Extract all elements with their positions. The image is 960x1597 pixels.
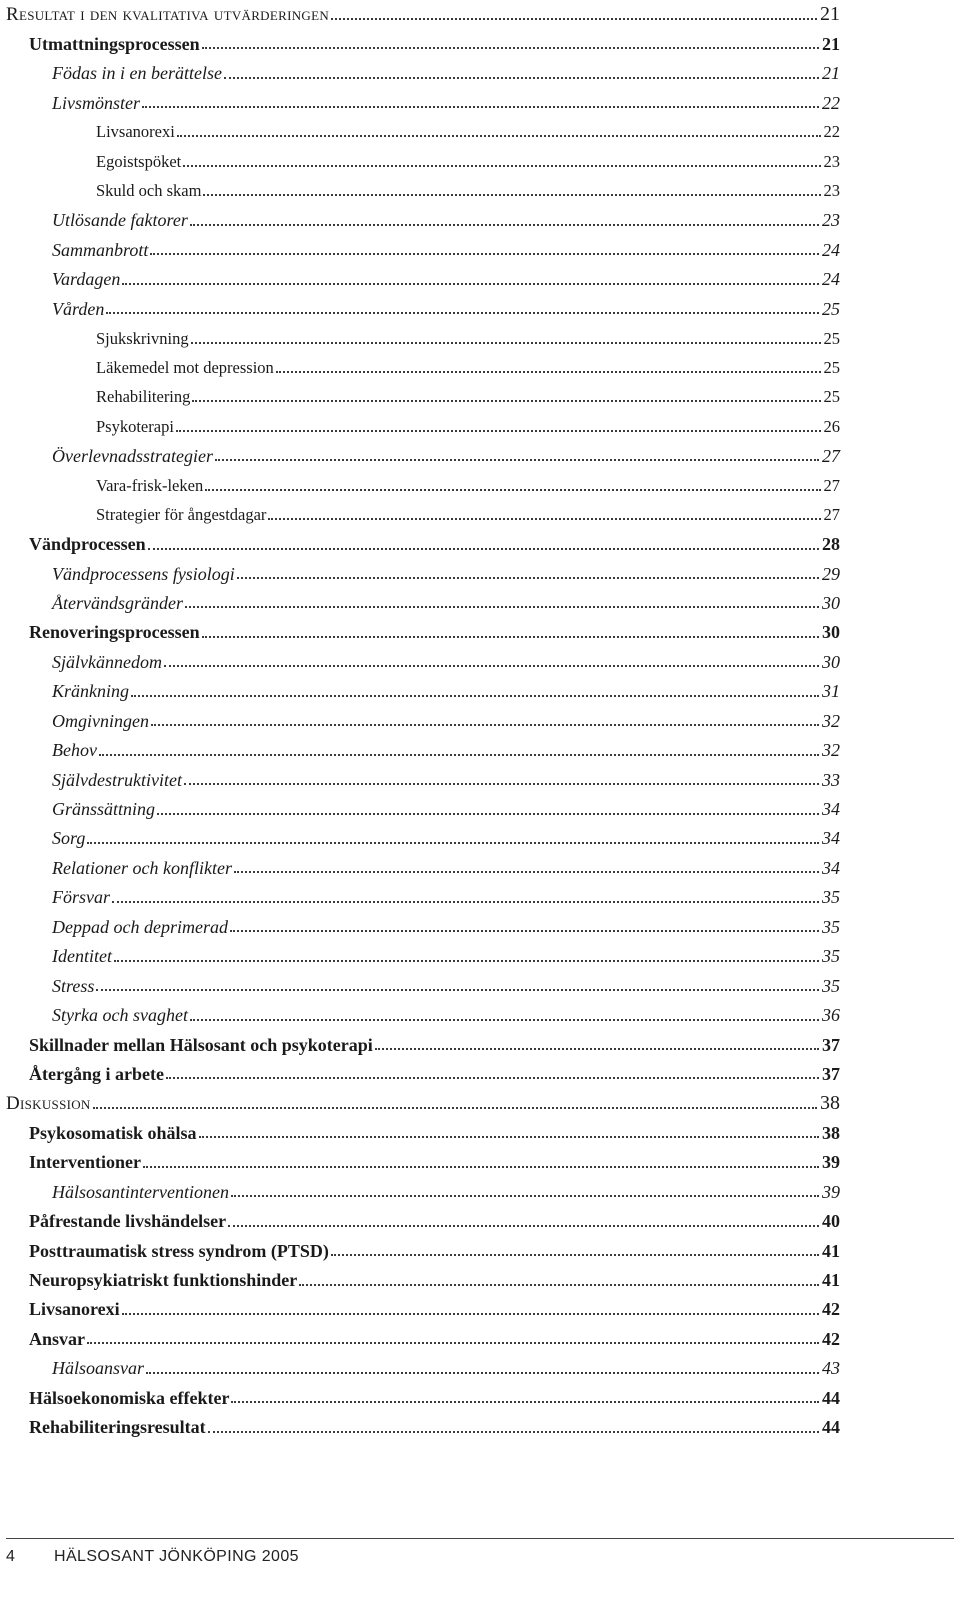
toc-dot-leader: [205, 489, 820, 491]
toc-dot-leader: [166, 1077, 819, 1079]
toc-dot-leader: [190, 224, 819, 226]
toc-entry[interactable]: [6, 1325, 840, 1354]
toc-dot-leader: [183, 165, 820, 167]
page-footer: [6, 1548, 299, 1566]
toc-entry-title: Gränssättning: [52, 799, 156, 820]
toc-dot-leader: [176, 430, 821, 432]
toc-dot-leader: [177, 135, 821, 137]
toc-entry-title: Rehabilitering: [96, 387, 191, 407]
toc-entry-title: Neuropsykiatriskt funktionshinder: [29, 1270, 298, 1291]
toc-entry-title: Styrka och svaghet: [52, 1005, 188, 1026]
toc-entry-page: 26: [823, 416, 840, 436]
toc-entry-page: 41: [822, 1240, 840, 1261]
toc-dot-leader: [192, 400, 820, 402]
toc-entry-title: Hälsoansvar: [52, 1358, 145, 1379]
toc-dot-leader: [112, 901, 819, 903]
toc-entry-title: Strategier för ångestdagar: [96, 505, 267, 525]
toc-dot-leader: [191, 342, 821, 344]
toc-entry[interactable]: [6, 824, 840, 853]
toc-dot-leader: [96, 989, 819, 991]
toc-entry-title: Behov: [52, 740, 97, 761]
toc-dot-leader: [215, 459, 819, 461]
toc-entry[interactable]: [6, 265, 840, 294]
toc-entry-page: 38: [822, 1122, 840, 1143]
toc-entry[interactable]: [6, 736, 840, 765]
toc-entry-page: 31: [822, 681, 840, 702]
toc-dot-leader: [114, 960, 819, 962]
toc-entry-page: 34: [822, 828, 840, 849]
toc-entry[interactable]: [6, 913, 840, 942]
toc-entry[interactable]: [6, 677, 840, 706]
footer-divider: [6, 1538, 954, 1539]
toc-entry[interactable]: [6, 1178, 840, 1207]
toc-entry-page: 42: [822, 1328, 840, 1349]
toc-entry-title: Skillnader mellan Hälsosant och psykoterapi: [29, 1034, 373, 1055]
toc-dot-leader: [143, 1166, 819, 1168]
toc-dot-leader: [142, 106, 819, 108]
toc-dot-leader: [331, 1254, 819, 1256]
toc-entry-page: 34: [822, 799, 840, 820]
toc-entry-page: 30: [822, 651, 840, 672]
toc-entry-page: 24: [822, 239, 840, 260]
toc-entry-title: Kränkning: [52, 681, 130, 702]
toc-dot-leader: [228, 1225, 819, 1227]
toc-entry-page: 25: [822, 298, 840, 319]
toc-entry-title: Återvändsgränder: [52, 592, 183, 613]
toc-dot-leader: [203, 194, 820, 196]
toc-entry-page: 39: [822, 1181, 840, 1202]
toc-entry[interactable]: [6, 530, 840, 559]
toc-dot-leader: [122, 283, 819, 285]
toc-dot-leader: [208, 1431, 819, 1433]
toc-entry-title: Återgång i arbete: [29, 1063, 164, 1084]
toc-dot-leader: [202, 636, 819, 638]
toc-entry-title: Livsanorexi: [96, 122, 175, 142]
toc-dot-leader: [87, 842, 819, 844]
toc-entry-page: 35: [822, 887, 840, 908]
toc-entry-page: 27: [823, 475, 840, 495]
toc-dot-leader: [224, 77, 819, 79]
toc-entry[interactable]: [6, 1354, 840, 1383]
toc-dot-leader: [122, 1313, 819, 1315]
toc-entry[interactable]: [6, 1295, 840, 1324]
toc-entry-page: 35: [822, 975, 840, 996]
toc-entry-title: Rehabiliteringsresultat: [29, 1417, 206, 1438]
toc-entry[interactable]: [6, 1060, 840, 1089]
toc-entry[interactable]: [6, 1001, 840, 1030]
toc-entry-page: 25: [823, 387, 840, 407]
toc-dot-leader: [106, 312, 819, 314]
toc-entry[interactable]: [6, 1119, 840, 1148]
toc-entry[interactable]: [6, 59, 840, 88]
toc-entry[interactable]: [6, 324, 840, 353]
toc-dot-leader: [231, 1401, 819, 1403]
toc-dot-leader: [151, 724, 819, 726]
toc-entry-page: 43: [822, 1358, 840, 1379]
toc-entry-title: Stress: [52, 975, 95, 996]
toc-entry[interactable]: [6, 971, 840, 1000]
toc-entry-page: 35: [822, 916, 840, 937]
toc-entry-title: Vården: [52, 298, 105, 319]
toc-entry[interactable]: [6, 500, 840, 529]
toc-entry-title: Omgivningen: [52, 710, 149, 731]
toc-entry[interactable]: [6, 0, 840, 29]
toc-entry-page: 38: [820, 1092, 840, 1115]
toc-entry[interactable]: [6, 707, 840, 736]
toc-entry-title: Sorg: [52, 828, 86, 849]
toc-entry-title: Renoveringsprocessen: [29, 622, 200, 643]
toc-entry-title: Sammanbrott: [52, 239, 149, 260]
toc-entry-page: 21: [822, 33, 840, 54]
toc-entry-page: 27: [823, 505, 840, 525]
toc-dot-leader: [150, 253, 819, 255]
toc-entry-page: 32: [822, 740, 840, 761]
toc-entry[interactable]: [6, 177, 840, 206]
toc-entry-page: 21: [820, 3, 840, 26]
toc-dot-leader: [299, 1284, 819, 1286]
toc-entry-title: Diskussion: [6, 1092, 91, 1114]
toc-dot-leader: [190, 1019, 819, 1021]
toc-entry-title: Vardagen: [52, 269, 121, 290]
toc-entry[interactable]: [6, 118, 840, 147]
toc-entry-title: Livsanorexi: [29, 1299, 120, 1320]
footer-publication-title: HÄLSOSANT JÖNKÖPING 2005: [54, 1548, 299, 1565]
footer-page-number: 4: [6, 1548, 16, 1565]
toc-entry-page: 37: [822, 1034, 840, 1055]
toc-entry-page: 44: [822, 1417, 840, 1438]
toc-entry-page: 36: [822, 1005, 840, 1026]
toc-entry-page: 25: [823, 357, 840, 377]
toc-entry-title: Påfrestande livshändelser: [29, 1211, 227, 1232]
toc-entry-title: Egoistspöket: [96, 151, 182, 171]
toc-entry[interactable]: [6, 589, 840, 618]
toc-dot-leader: [375, 1048, 819, 1050]
toc-entry[interactable]: [6, 883, 840, 912]
toc-entry[interactable]: [6, 1384, 840, 1413]
toc-entry[interactable]: [6, 353, 840, 382]
toc-entry-title: Livsmönster: [52, 92, 141, 113]
toc-dot-leader: [131, 695, 819, 697]
toc-entry-title: Vändprocessens fysiologi: [52, 563, 235, 584]
toc-entry-title: Identitet: [52, 946, 112, 967]
toc-entry-page: 32: [822, 710, 840, 731]
toc-entry-page: 42: [822, 1299, 840, 1320]
toc-entry-page: 34: [822, 857, 840, 878]
toc-dot-leader: [276, 371, 821, 373]
toc-entry[interactable]: [6, 383, 840, 412]
toc-entry-page: 28: [822, 534, 840, 555]
toc-dot-leader: [146, 1372, 819, 1374]
toc-entry[interactable]: [6, 559, 840, 588]
toc-entry[interactable]: [6, 854, 840, 883]
toc-entry-title: Psykoterapi: [96, 416, 174, 436]
toc-entry-page: 29: [822, 563, 840, 584]
toc-entry-page: 23: [823, 151, 840, 171]
toc-entry[interactable]: [6, 765, 840, 794]
toc-entry-page: 21: [822, 63, 840, 84]
table-of-contents: [6, 0, 840, 1442]
toc-dot-leader: [237, 577, 819, 579]
toc-entry-title: Sjukskrivning: [96, 328, 189, 348]
toc-entry[interactable]: [6, 471, 840, 500]
toc-entry-title: Hälsosantinterventionen: [52, 1181, 229, 1202]
toc-entry-page: 44: [822, 1387, 840, 1408]
toc-entry[interactable]: [6, 88, 840, 117]
toc-entry-title: Utlösande faktorer: [52, 210, 188, 231]
toc-entry-title: Posttraumatisk stress syndrom (PTSD): [29, 1240, 329, 1261]
toc-entry-title: Vara-frisk-leken: [96, 475, 204, 495]
toc-entry-page: 37: [822, 1063, 840, 1084]
toc-dot-leader: [234, 871, 819, 873]
toc-dot-leader: [93, 1107, 817, 1109]
toc-dot-leader: [202, 47, 819, 49]
toc-dot-leader: [199, 1136, 819, 1138]
toc-entry-page: 27: [822, 445, 840, 466]
toc-entry-page: 39: [822, 1152, 840, 1173]
toc-entry-page: 41: [822, 1270, 840, 1291]
toc-entry[interactable]: [6, 1266, 840, 1295]
toc-entry-title: Resultat i den kvalitativa utvärderingen: [6, 3, 330, 25]
toc-entry[interactable]: [6, 412, 840, 441]
toc-dot-leader: [184, 783, 819, 785]
toc-entry-title: Relationer och konflikter: [52, 857, 232, 878]
toc-entry[interactable]: [6, 29, 840, 58]
toc-entry[interactable]: [6, 1207, 840, 1236]
toc-entry-title: Överlevnadsstrategier: [52, 445, 213, 466]
toc-entry-title: Läkemedel mot depression: [96, 357, 274, 377]
toc-entry[interactable]: [6, 294, 840, 323]
toc-entry[interactable]: [6, 236, 840, 265]
toc-entry-page: 30: [822, 592, 840, 613]
toc-dot-leader: [185, 606, 819, 608]
toc-entry[interactable]: [6, 206, 840, 235]
toc-entry[interactable]: [6, 1236, 840, 1265]
toc-entry-page: 30: [822, 622, 840, 643]
toc-entry-title: Självdestruktivitet: [52, 769, 182, 790]
toc-entry-title: Ansvar: [29, 1328, 86, 1349]
toc-entry-page: 23: [822, 210, 840, 231]
toc-entry[interactable]: [6, 442, 840, 471]
toc-entry-title: Skuld och skam: [96, 181, 202, 201]
toc-dot-leader: [99, 754, 819, 756]
toc-entry[interactable]: [6, 1148, 840, 1177]
toc-entry-title: Hälsoekonomiska effekter: [29, 1387, 230, 1408]
toc-dot-leader: [230, 930, 819, 932]
toc-entry-title: Vändprocessen: [29, 534, 146, 555]
toc-entry-page: 25: [823, 328, 840, 348]
toc-entry[interactable]: [6, 1089, 840, 1118]
toc-entry-title: Födas in i en berättelse: [52, 63, 222, 84]
toc-dot-leader: [148, 548, 819, 550]
toc-entry-page: 24: [822, 269, 840, 290]
toc-entry-page: 35: [822, 946, 840, 967]
toc-dot-leader: [164, 665, 819, 667]
toc-entry[interactable]: [6, 648, 840, 677]
toc-entry[interactable]: [6, 795, 840, 824]
toc-entry[interactable]: [6, 1030, 840, 1059]
toc-entry-page: 40: [822, 1211, 840, 1232]
toc-entry-page: 22: [822, 92, 840, 113]
toc-dot-leader: [87, 1342, 819, 1344]
toc-dot-leader: [268, 518, 820, 520]
toc-dot-leader: [231, 1195, 819, 1197]
toc-entry[interactable]: [6, 618, 840, 647]
toc-entry-title: Utmattningsprocessen: [29, 33, 200, 54]
toc-entry[interactable]: [6, 1413, 840, 1442]
toc-entry-title: Psykosomatisk ohälsa: [29, 1122, 197, 1143]
toc-entry-page: 33: [822, 769, 840, 790]
toc-entry-title: Interventioner: [29, 1152, 141, 1173]
toc-entry-page: 23: [823, 181, 840, 201]
toc-dot-leader: [157, 813, 819, 815]
toc-entry-title: Deppad och deprimerad: [52, 916, 228, 937]
toc-dot-leader: [331, 18, 817, 20]
toc-entry-title: Självkännedom: [52, 651, 162, 672]
toc-entry-page: 22: [823, 122, 840, 142]
toc-entry[interactable]: [6, 942, 840, 971]
toc-entry-title: Försvar: [52, 887, 110, 908]
toc-entry[interactable]: [6, 147, 840, 176]
